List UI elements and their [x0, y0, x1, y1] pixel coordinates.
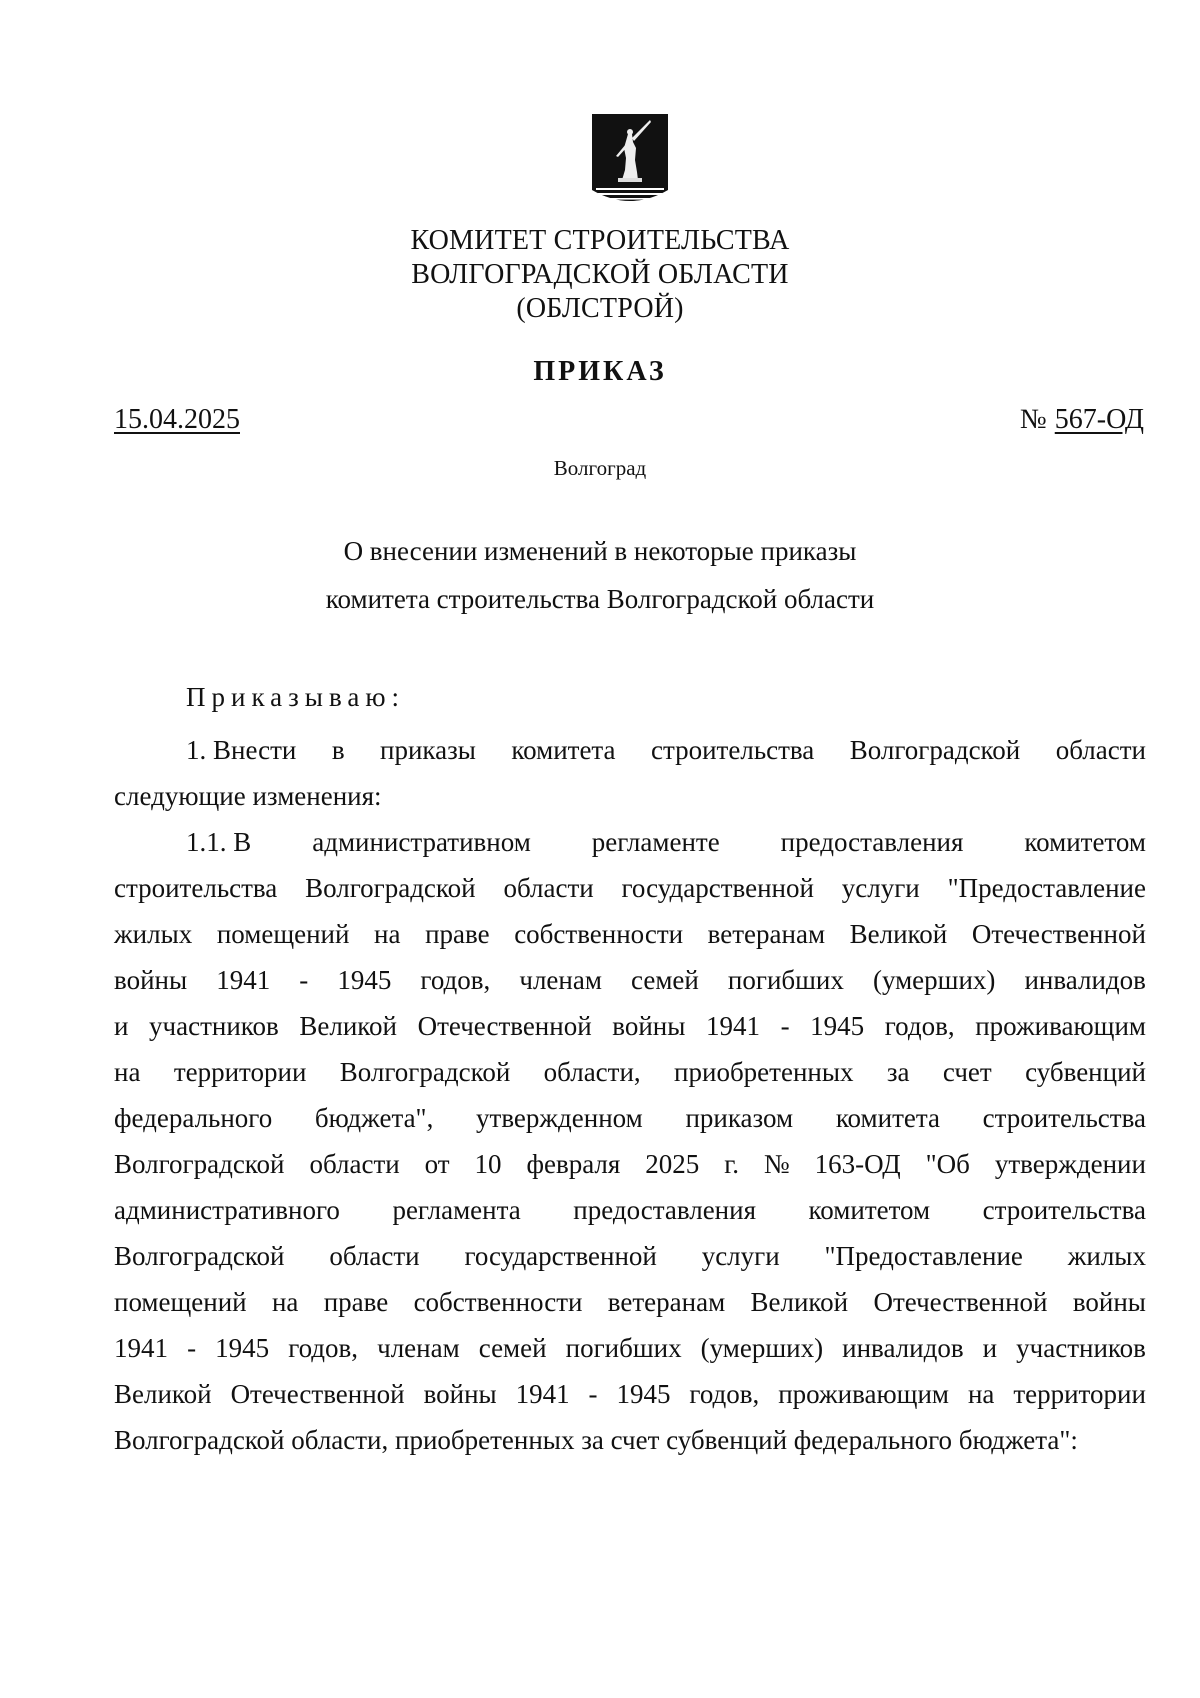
body-line	[114, 1056, 1146, 1088]
body-word: -	[299, 965, 309, 995]
body-line	[114, 1424, 1146, 1456]
order-directive: Приказываю:	[186, 682, 405, 712]
document-date: 15.04.2025	[114, 404, 240, 435]
body-word: регламента	[392, 1195, 521, 1225]
body-word: членам	[519, 965, 602, 995]
body-line	[114, 1010, 1146, 1042]
body-word: на	[374, 919, 401, 949]
body-line	[114, 1102, 1146, 1134]
body-word: Великой	[750, 1287, 849, 1317]
body-word: Великой	[299, 1011, 398, 1041]
body-word: собственности	[514, 919, 684, 949]
body-word: услуги	[841, 873, 920, 903]
organization-name-line-1: КОМИТЕТ СТРОИТЕЛЬСТВА	[410, 225, 790, 256]
body-word: праве	[425, 919, 490, 949]
body-word: строительства	[114, 873, 278, 903]
body-word: территории	[1013, 1379, 1146, 1409]
subject-line-2: комитета строительства Волгоградской области	[325, 584, 875, 614]
body-word: на	[271, 1287, 299, 1317]
city-name: Волгоград	[553, 456, 647, 480]
body-line	[114, 780, 1146, 812]
number-sign: №	[1020, 404, 1047, 435]
body-word: "Об	[925, 1149, 970, 1179]
document-number	[1020, 404, 1144, 436]
body-word: и	[114, 1011, 129, 1041]
body-word: годов,	[420, 965, 491, 995]
subject-line-1: О внесении изменений в некоторые приказы	[343, 536, 857, 566]
body-word: погибших	[727, 965, 844, 995]
body-word: -	[187, 1333, 197, 1363]
body-word: предоставления	[780, 827, 964, 857]
body-word: Отечественной	[971, 919, 1146, 949]
body-word: Отечественной	[230, 1379, 405, 1409]
body-word: участников	[149, 1011, 279, 1041]
body-word: государственной	[464, 1241, 657, 1271]
body-word: 10	[474, 1149, 502, 1179]
body-line	[186, 826, 1146, 858]
body-word: на	[967, 1379, 995, 1409]
body-word: строительства	[982, 1195, 1146, 1225]
body-word: войны	[1072, 1287, 1146, 1317]
body-word: "Предоставление	[947, 873, 1146, 903]
body-word: субвенций	[1025, 1057, 1146, 1087]
body-word: предоставления	[573, 1195, 757, 1225]
body-line	[114, 1286, 1146, 1318]
body-word: следующие изменения:	[114, 781, 382, 811]
body-word: счет	[942, 1057, 992, 1087]
body-line	[114, 872, 1146, 904]
body-word: войны	[423, 1379, 497, 1409]
body-word: №	[763, 1149, 790, 1179]
document-type-title: ПРИКАЗ	[533, 356, 667, 387]
body-word: Волгоградской	[305, 873, 476, 903]
body-line	[114, 964, 1146, 996]
body-word: строительства	[651, 735, 815, 765]
body-word: февраля	[526, 1149, 621, 1179]
body-word: войны	[612, 1011, 686, 1041]
body-word: Волгоградской	[114, 1241, 285, 1271]
body-word: административном	[312, 827, 531, 857]
body-word: помещений	[114, 1287, 247, 1317]
body-word: Волгоградской	[114, 1149, 285, 1179]
body-word: 1. Внести	[186, 735, 297, 765]
body-word: административного	[114, 1195, 340, 1225]
body-word: приказы	[380, 735, 476, 765]
body-word: Отечественной	[417, 1011, 592, 1041]
body-line	[114, 1148, 1146, 1180]
body-word: собственности	[413, 1287, 583, 1317]
body-word: области,	[543, 1057, 641, 1087]
body-word: строительства	[982, 1103, 1146, 1133]
body-word: области	[309, 1149, 400, 1179]
body-word: государственной	[621, 873, 814, 903]
body-word: бюджета",	[314, 1103, 434, 1133]
body-word: Волгоградской	[849, 735, 1021, 765]
body-word: области	[503, 873, 594, 903]
body-word: ветеранам	[707, 919, 826, 949]
body-word: годов,	[288, 1333, 359, 1363]
body-word: проживающим	[975, 1011, 1146, 1041]
body-word: 1941	[705, 1011, 760, 1041]
body-word: области	[1055, 735, 1146, 765]
body-word: праве	[323, 1287, 389, 1317]
body-word: "Предоставление	[824, 1241, 1023, 1271]
body-word: федерального	[114, 1103, 273, 1133]
body-word: и	[982, 1333, 998, 1363]
body-line	[114, 918, 1146, 950]
body-word: семей	[631, 965, 699, 995]
body-word: семей	[478, 1333, 547, 1363]
body-line	[114, 1194, 1146, 1226]
organization-name-line-2: ВОЛГОГРАДСКОЙ ОБЛАСТИ	[411, 259, 789, 290]
body-word: Великой	[849, 919, 948, 949]
body-word: 1941	[515, 1379, 570, 1409]
body-word: инвалидов	[842, 1333, 964, 1363]
body-word: 2025	[645, 1149, 700, 1179]
body-line	[114, 1332, 1146, 1364]
body-word: на	[114, 1057, 141, 1087]
document-number-value: 567-ОД	[1054, 404, 1144, 435]
body-word: утверждении	[994, 1149, 1146, 1179]
body-word: проживающим	[778, 1379, 949, 1409]
body-word: приказом	[685, 1103, 794, 1133]
body-word: Волгоградской области, приобретенных за счет субвенций федерального бюджета":	[114, 1425, 1078, 1455]
body-word: комитета	[511, 735, 616, 765]
body-word: помещений	[216, 919, 350, 949]
body-word: (умерших)	[700, 1333, 824, 1363]
body-word: ветеранам	[607, 1287, 726, 1317]
coat-of-arms-emblem	[592, 114, 668, 212]
body-word: годов,	[689, 1379, 760, 1409]
body-word: 1.1. В	[186, 827, 252, 857]
body-word: годов,	[884, 1011, 955, 1041]
body-word: территории	[173, 1057, 307, 1087]
body-word: утвержденном	[476, 1103, 643, 1133]
body-word: -	[780, 1011, 790, 1041]
body-word: г.	[724, 1149, 739, 1179]
body-word: приобретенных	[674, 1057, 854, 1087]
body-word: Волгоградской	[339, 1057, 511, 1087]
organization-abbreviation: (ОБЛСТРОЙ)	[516, 293, 684, 324]
body-word: 1941	[216, 965, 271, 995]
body-word: участников	[1016, 1333, 1146, 1363]
body-word: погибших	[565, 1333, 682, 1363]
body-word: комитета	[835, 1103, 940, 1133]
body-word: членам	[377, 1333, 460, 1363]
body-word: комитетом	[808, 1195, 931, 1225]
body-word: 1945	[215, 1333, 270, 1363]
body-word: 1945	[810, 1011, 865, 1041]
body-line	[114, 1378, 1146, 1410]
body-word: области	[329, 1241, 420, 1271]
body-word: жилых	[1067, 1241, 1146, 1271]
body-word: (умерших)	[872, 965, 996, 995]
body-line	[114, 1240, 1146, 1272]
body-word: войны	[114, 965, 188, 995]
body-word: в	[331, 735, 345, 765]
body-word: комитетом	[1024, 827, 1146, 857]
body-word: 163-ОД	[814, 1149, 901, 1179]
body-word: 1945	[616, 1379, 671, 1409]
body-word: -	[588, 1379, 598, 1409]
body-line	[186, 734, 1146, 766]
body-word: Отечественной	[873, 1287, 1048, 1317]
body-word: жилых	[114, 919, 193, 949]
body-word: от	[424, 1149, 450, 1179]
body-word: 1945	[337, 965, 392, 995]
body-word: 1941	[114, 1333, 168, 1363]
body-word: услуги	[701, 1241, 780, 1271]
body-word: инвалидов	[1024, 965, 1146, 995]
body-word: за	[886, 1057, 910, 1087]
body-word: регламенте	[591, 827, 720, 857]
body-word: Великой	[114, 1379, 212, 1409]
